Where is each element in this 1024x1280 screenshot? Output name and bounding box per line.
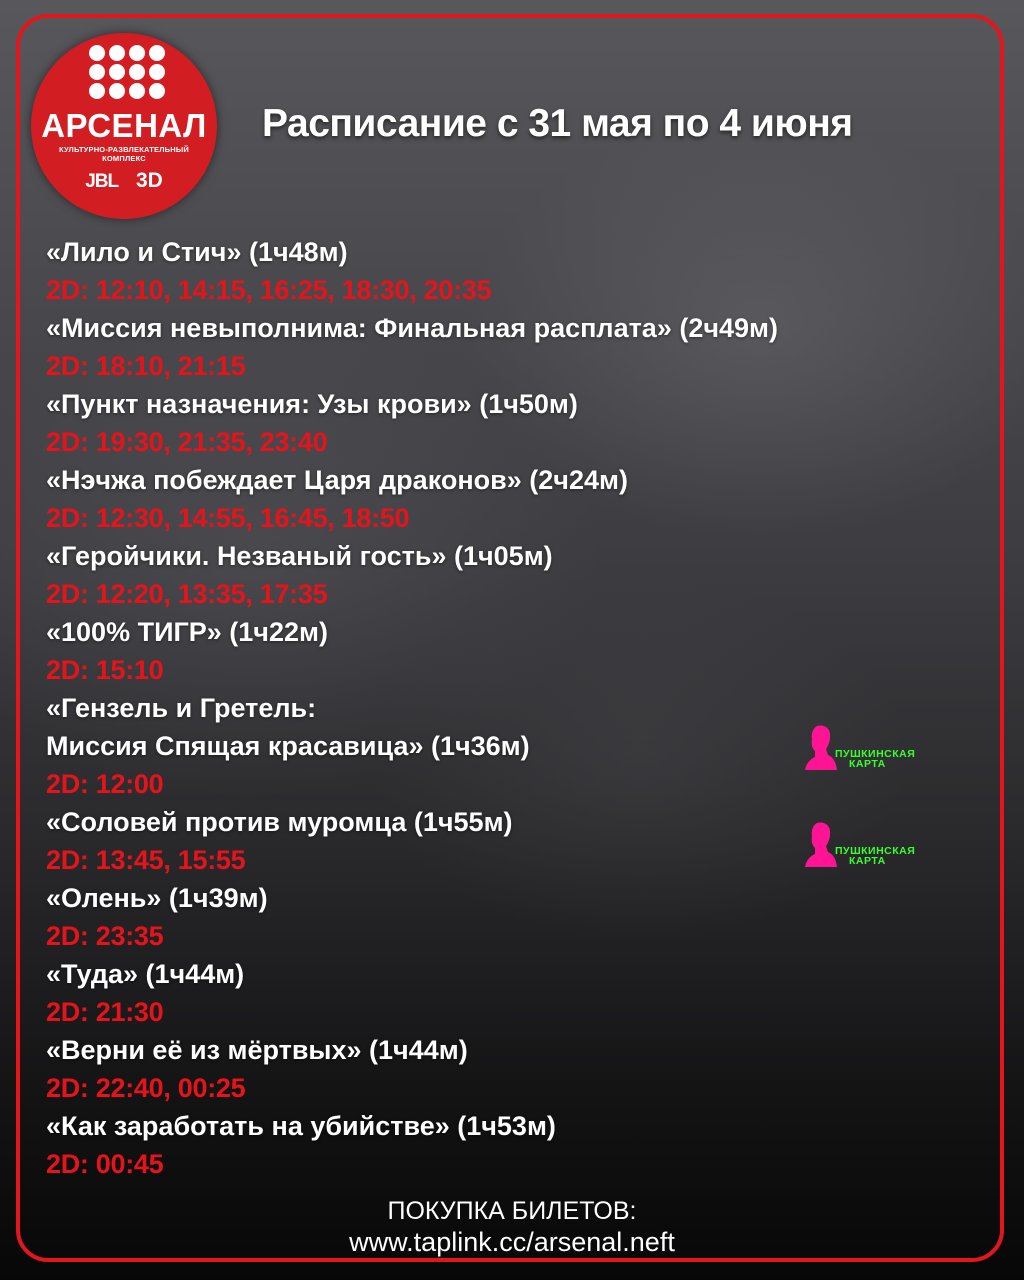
movie-item bbox=[46, 955, 906, 1031]
arsenal-logo bbox=[31, 33, 217, 219]
showtimes: 2D: 00:45 bbox=[46, 1149, 164, 1179]
pushkin-bust-icon bbox=[805, 821, 837, 867]
movie-item bbox=[46, 689, 906, 803]
ticket-purchase-label: ПОКУПКА БИЛЕТОВ: bbox=[387, 1197, 637, 1225]
movie-title: «100% ТИГР» (1ч22м) bbox=[46, 617, 328, 647]
showtimes: 2D: 13:45, 15:55 bbox=[46, 845, 246, 875]
pushkin-card-line2: КАРТА bbox=[849, 855, 886, 867]
movie-item bbox=[46, 613, 906, 689]
showtimes: 2D: 23:35 bbox=[46, 921, 164, 951]
brand-subtitle-line2: КОМПЛЕКС bbox=[102, 154, 146, 163]
showtimes: 2D: 15:10 bbox=[46, 655, 164, 685]
movie-item bbox=[46, 1031, 906, 1107]
movie-title: «Лило и Стич» (1ч48м) bbox=[46, 237, 348, 267]
brand-subtitle bbox=[31, 145, 217, 163]
movie-item bbox=[46, 803, 906, 879]
movie-title: «Соловей против муромца (1ч55м) bbox=[46, 807, 513, 837]
showtimes: 2D: 12:10, 14:15, 16:25, 18:30, 20:35 bbox=[46, 275, 492, 305]
movie-title: «Пункт назначения: Узы крови» (1ч50м) bbox=[46, 389, 578, 419]
movie-item bbox=[46, 879, 906, 955]
showtimes: 2D: 21:30 bbox=[46, 997, 164, 1027]
movie-item bbox=[46, 385, 906, 461]
pushkin-card-text bbox=[835, 749, 915, 769]
movie-title: «Геройчики. Незваный гость» (1ч05м) bbox=[46, 541, 553, 571]
brand-name: АРСЕНАЛ bbox=[41, 107, 207, 144]
page-title: Расписание с 31 мая по 4 июня bbox=[262, 102, 853, 145]
movie-item bbox=[46, 233, 906, 309]
pushkin-card-badge bbox=[805, 821, 955, 871]
movie-title: «Верни её из мёртвых» (1ч44м) bbox=[46, 1035, 468, 1065]
movie-title: «Нэчжа побеждает Царя драконов» (2ч24м) bbox=[46, 465, 628, 495]
jbl-logo: JBL bbox=[85, 171, 119, 192]
ticket-purchase-link[interactable]: www.taplink.cc/arsenal.neft bbox=[349, 1227, 675, 1257]
showtimes: 2D: 19:30, 21:35, 23:40 bbox=[46, 427, 328, 457]
movie-title: Миссия Спящая красавица» (1ч36м) bbox=[46, 731, 530, 761]
movie-item bbox=[46, 309, 906, 385]
brand-partners bbox=[31, 169, 217, 193]
movie-title: «Миссия невыполнима: Финальная расплата» (2ч49м) bbox=[46, 313, 779, 343]
showtimes: 2D: 12:30, 14:55, 16:45, 18:50 bbox=[46, 503, 410, 533]
pushkin-card-line2: КАРТА bbox=[849, 758, 886, 770]
pushkin-card-badge bbox=[805, 724, 955, 774]
pushkin-card-line1: ПУШКИНСКАЯ bbox=[835, 845, 916, 857]
showtimes: 2D: 12:00 bbox=[46, 769, 164, 799]
brand-subtitle-line1: КУЛЬТУРНО-РАЗВЛЕКАТЕЛЬНЫЙ bbox=[59, 145, 189, 154]
format-3d-label: 3D bbox=[135, 169, 163, 192]
ticket-purchase-footer bbox=[0, 1196, 1024, 1258]
movie-title: «Как заработать на убийстве» (1ч53м) bbox=[46, 1111, 556, 1141]
twelve-dots-grid-icon bbox=[89, 45, 165, 99]
showtimes: 2D: 12:20, 13:35, 17:35 bbox=[46, 579, 328, 609]
movie-title-line1: «Гензель и Гретель: bbox=[46, 693, 317, 723]
movie-title: «Олень» (1ч39м) bbox=[46, 883, 268, 913]
movie-item bbox=[46, 461, 906, 537]
showtimes: 2D: 18:10, 21:15 bbox=[46, 351, 246, 381]
movie-title: «Туда» (1ч44м) bbox=[46, 959, 245, 989]
pushkin-card-line1: ПУШКИНСКАЯ bbox=[835, 748, 916, 760]
movie-schedule-list bbox=[46, 233, 906, 1183]
pushkin-card-text bbox=[835, 846, 915, 866]
pushkin-bust-icon bbox=[805, 724, 837, 770]
showtimes: 2D: 22:40, 00:25 bbox=[46, 1073, 246, 1103]
movie-item bbox=[46, 537, 906, 613]
movie-item bbox=[46, 1107, 906, 1183]
